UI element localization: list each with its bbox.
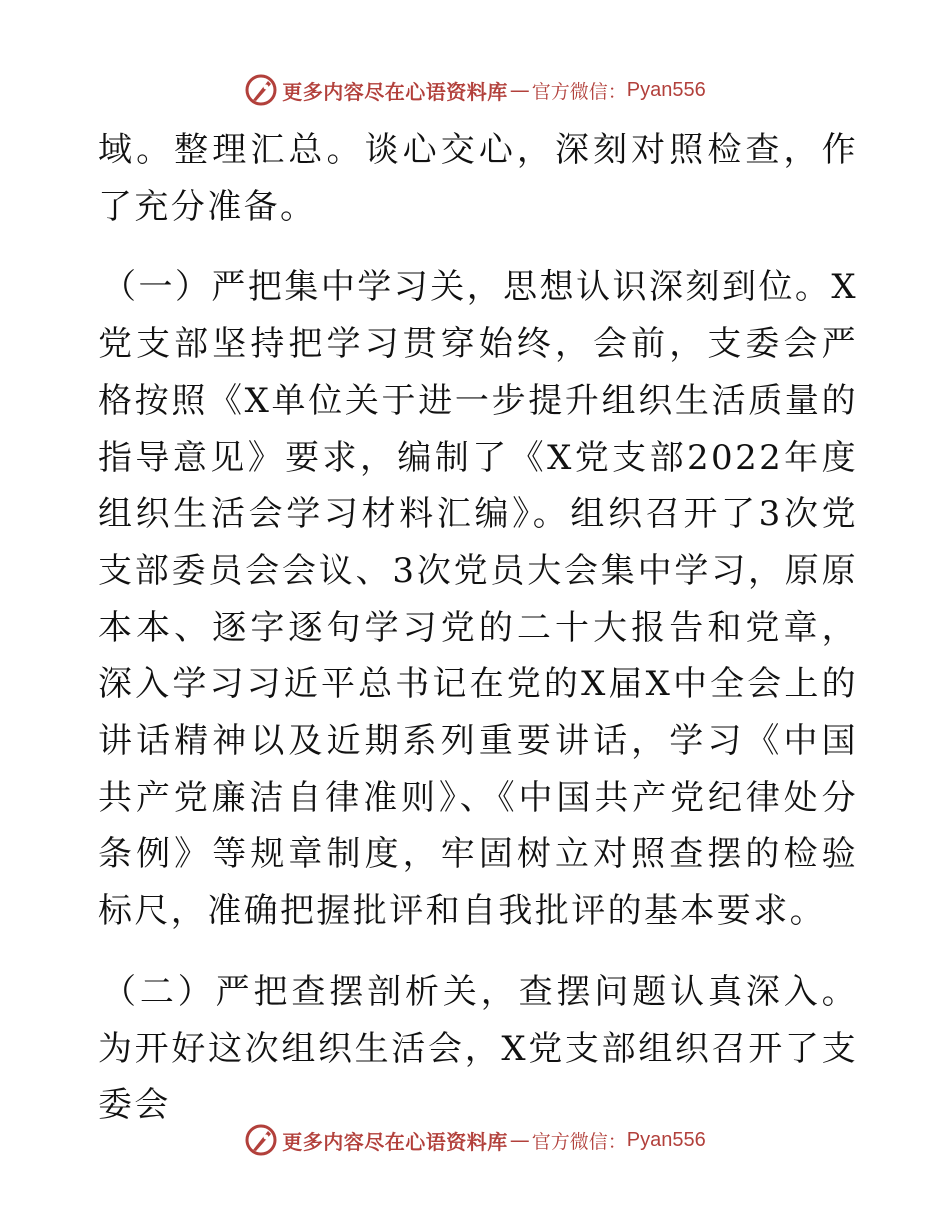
wechat-handle: Pyan556 xyxy=(626,1128,706,1151)
separator-dash: — xyxy=(509,1128,530,1152)
separator-dash: — xyxy=(509,78,530,102)
quill-pen-logo-icon xyxy=(244,1123,278,1157)
paragraph-continuation: 域。整理汇总。谈心交心，深刻对照检查，作了充分准备。 xyxy=(98,130,858,227)
footer-banner xyxy=(0,1120,950,1160)
paragraph-section-2: （二）严把查摆剖析关，查摆问题认真深入。为开好这次组织生活会，X党支部组织召开了支委会 xyxy=(98,971,858,1126)
site-name: 更多内容尽在心语资料库 xyxy=(282,1129,508,1154)
wechat-label: 官方微信： xyxy=(531,80,627,103)
wechat-label: 官方微信： xyxy=(531,1130,627,1153)
site-name: 更多内容尽在心语资料库 xyxy=(282,79,508,104)
header-banner xyxy=(0,70,950,110)
quill-pen-logo-icon xyxy=(244,73,278,107)
document-body xyxy=(98,122,858,1134)
paragraph-section-1: （一）严把集中学习关，思想认识深刻到位。X党支部坚持把学习贯穿始终，会前，支委会严格按照《X单位关于进一步提升组织生活质量的指导意见》要求，编制了《X党支部2022年度组织生活会学习材料汇编》。组织召开了3次党支部委员会会议、3次党员大会集中学习，原原本本、逐字逐句学习党的二十大报告和党章，深入学习习近平总书记在党的X届X中全会上的讲话精神以及近期系列重要讲话，学习《中国共产党廉洁自律准则》、《中国共产党纪律处分条例》等规章制度，牢固树立对照查摆的检验标尺，准确把握批评和自我批评的基本要求。 xyxy=(98,267,858,932)
wechat-handle: Pyan556 xyxy=(626,78,706,101)
